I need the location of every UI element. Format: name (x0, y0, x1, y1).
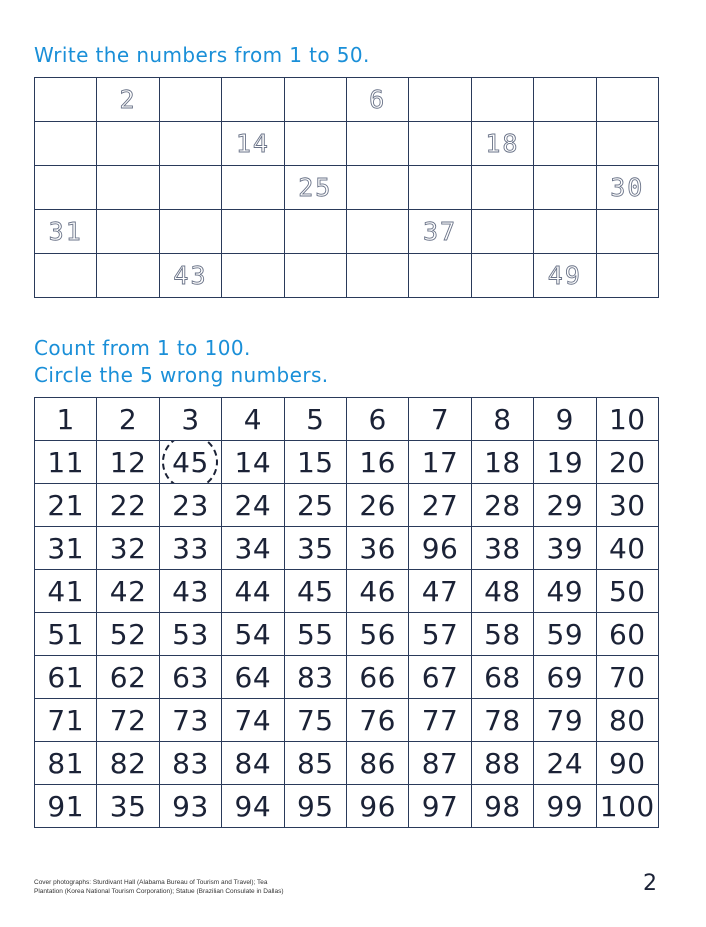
number-cell[interactable]: 47 (409, 570, 471, 613)
trace-number-cell: 18 (471, 122, 533, 166)
blank-write-cell[interactable] (97, 254, 159, 298)
number-cell[interactable]: 6 (346, 398, 408, 441)
number-cell[interactable]: 76 (346, 699, 408, 742)
grid-row (35, 441, 659, 484)
blank-write-cell[interactable] (97, 122, 159, 166)
grid-row (35, 484, 659, 527)
grid-row (35, 656, 659, 699)
number-cell[interactable]: 87 (409, 742, 471, 785)
number-cell[interactable]: 79 (534, 699, 596, 742)
number-cell[interactable]: 32 (97, 527, 159, 570)
number-cell[interactable]: 85 (284, 742, 346, 785)
number-cell[interactable]: 38 (471, 527, 533, 570)
number-cell[interactable]: 44 (222, 570, 284, 613)
number-cell[interactable]: 64 (222, 656, 284, 699)
number-cell[interactable]: 59 (534, 613, 596, 656)
trace-number-cell: 49 (534, 254, 596, 298)
hundred-chart-grid (34, 397, 659, 828)
number-cell[interactable]: 26 (346, 484, 408, 527)
number-cell[interactable]: 86 (346, 742, 408, 785)
section2-instruction-line1: Count from 1 to 100. (34, 336, 251, 360)
photo-credits-line1: Cover photographs: Sturdivant Hall (Alabama Bureau of Tourism and Travel); Tea (34, 879, 268, 886)
number-cell[interactable]: 43 (159, 570, 221, 613)
number-cell[interactable]: 7 (409, 398, 471, 441)
number-cell[interactable]: 2 (97, 398, 159, 441)
number-cell[interactable]: 36 (346, 527, 408, 570)
number-cell[interactable]: 8 (471, 398, 533, 441)
number-cell[interactable]: 75 (284, 699, 346, 742)
number-cell[interactable]: 96 (409, 527, 471, 570)
number-cell[interactable]: 45 (284, 570, 346, 613)
blank-write-cell[interactable] (596, 210, 658, 254)
blank-write-cell[interactable] (596, 78, 658, 122)
grid-row (35, 254, 659, 298)
number-cell[interactable]: 51 (35, 613, 97, 656)
number-cell[interactable]: 9 (534, 398, 596, 441)
section1-instruction: Write the numbers from 1 to 50. (34, 43, 370, 67)
blank-write-cell[interactable] (534, 210, 596, 254)
number-cell[interactable]: 58 (471, 613, 533, 656)
blank-write-cell[interactable] (284, 254, 346, 298)
number-cell[interactable]: 99 (534, 785, 596, 828)
grid-row (35, 122, 659, 166)
number-cell[interactable]: 24 (534, 742, 596, 785)
number-cell[interactable]: 97 (409, 785, 471, 828)
blank-write-cell[interactable] (97, 210, 159, 254)
number-cell[interactable]: 94 (222, 785, 284, 828)
blank-write-cell[interactable] (159, 166, 221, 210)
number-cell[interactable]: 78 (471, 699, 533, 742)
trace-number-cell: 25 (284, 166, 346, 210)
number-cell[interactable]: 29 (534, 484, 596, 527)
blank-write-cell[interactable] (346, 122, 408, 166)
number-cell[interactable]: 53 (159, 613, 221, 656)
circled-number-text: 45 (172, 445, 209, 479)
number-cell[interactable]: 52 (97, 613, 159, 656)
number-cell[interactable]: 27 (409, 484, 471, 527)
blank-write-cell[interactable] (534, 122, 596, 166)
grid-row (35, 785, 659, 828)
trace-number-cell: 2 (97, 78, 159, 122)
trace-number-cell: 14 (222, 122, 284, 166)
number-cell[interactable]: 50 (596, 570, 658, 613)
number-cell[interactable]: 31 (35, 527, 97, 570)
number-cell[interactable]: 23 (159, 484, 221, 527)
number-cell[interactable]: 11 (35, 441, 97, 484)
trace-number-cell: 37 (409, 210, 471, 254)
grid-row (35, 742, 659, 785)
number-cell[interactable]: 88 (471, 742, 533, 785)
grid-row (35, 570, 659, 613)
number-cell[interactable]: 15 (284, 441, 346, 484)
number-cell[interactable]: 80 (596, 699, 658, 742)
grid-row (35, 613, 659, 656)
blank-write-cell[interactable] (159, 78, 221, 122)
number-cell[interactable]: 100 (596, 785, 658, 828)
number-cell[interactable]: 10 (596, 398, 658, 441)
number-cell[interactable]: 67 (409, 656, 471, 699)
number-cell[interactable]: 14 (222, 441, 284, 484)
number-cell[interactable]: 4 (222, 398, 284, 441)
blank-write-cell[interactable] (159, 210, 221, 254)
number-cell[interactable]: 84 (222, 742, 284, 785)
number-cell[interactable]: 63 (159, 656, 221, 699)
number-cell[interactable]: 28 (471, 484, 533, 527)
blank-write-cell[interactable] (346, 254, 408, 298)
blank-write-cell[interactable] (471, 210, 533, 254)
number-cell[interactable]: 56 (346, 613, 408, 656)
number-cell[interactable]: 83 (159, 742, 221, 785)
trace-number-cell: 43 (159, 254, 221, 298)
number-cell[interactable]: 1 (35, 398, 97, 441)
number-cell[interactable]: 55 (284, 613, 346, 656)
number-cell[interactable]: 33 (159, 527, 221, 570)
number-cell[interactable]: 30 (596, 484, 658, 527)
blank-write-cell[interactable] (222, 78, 284, 122)
number-cell[interactable]: 62 (97, 656, 159, 699)
number-cell[interactable]: 19 (534, 441, 596, 484)
grid-row (35, 398, 659, 441)
number-cell[interactable]: 61 (35, 656, 97, 699)
number-cell[interactable]: 18 (471, 441, 533, 484)
number-cell[interactable]: 57 (409, 613, 471, 656)
tracing-grid-1-to-50 (34, 77, 659, 298)
number-cell[interactable]: 95 (284, 785, 346, 828)
blank-write-cell[interactable] (222, 254, 284, 298)
blank-write-cell[interactable] (409, 78, 471, 122)
blank-write-cell[interactable] (409, 166, 471, 210)
number-cell[interactable]: 25 (284, 484, 346, 527)
grid-row (35, 210, 659, 254)
number-cell[interactable]: 70 (596, 656, 658, 699)
number-cell[interactable]: 66 (346, 656, 408, 699)
number-cell[interactable]: 71 (35, 699, 97, 742)
photo-credits (34, 879, 354, 896)
number-cell[interactable]: 68 (471, 656, 533, 699)
number-cell[interactable]: 91 (35, 785, 97, 828)
blank-write-cell[interactable] (534, 166, 596, 210)
blank-write-cell[interactable] (596, 122, 658, 166)
number-cell[interactable] (159, 441, 221, 484)
number-cell[interactable]: 21 (35, 484, 97, 527)
grid-row (35, 699, 659, 742)
blank-write-cell[interactable] (409, 254, 471, 298)
number-cell[interactable]: 35 (284, 527, 346, 570)
number-cell[interactable]: 98 (471, 785, 533, 828)
number-cell[interactable]: 81 (35, 742, 97, 785)
number-cell[interactable]: 42 (97, 570, 159, 613)
number-cell[interactable]: 39 (534, 527, 596, 570)
grid-row (35, 527, 659, 570)
blank-write-cell[interactable] (284, 78, 346, 122)
blank-write-cell[interactable] (35, 122, 97, 166)
number-cell[interactable]: 69 (534, 656, 596, 699)
number-cell[interactable]: 96 (346, 785, 408, 828)
number-cell[interactable]: 16 (346, 441, 408, 484)
blank-write-cell[interactable] (471, 166, 533, 210)
trace-number-cell: 30 (596, 166, 658, 210)
number-cell[interactable]: 74 (222, 699, 284, 742)
number-cell[interactable]: 40 (596, 527, 658, 570)
number-cell[interactable]: 54 (222, 613, 284, 656)
blank-write-cell[interactable] (471, 78, 533, 122)
number-cell[interactable]: 82 (97, 742, 159, 785)
number-cell[interactable]: 20 (596, 441, 658, 484)
number-cell[interactable]: 17 (409, 441, 471, 484)
page-number: 2 (643, 871, 657, 896)
number-cell[interactable]: 12 (97, 441, 159, 484)
section2-instruction-line2: Circle the 5 wrong numbers. (34, 363, 329, 387)
blank-write-cell[interactable] (35, 78, 97, 122)
number-cell[interactable]: 72 (97, 699, 159, 742)
number-cell[interactable]: 24 (222, 484, 284, 527)
number-cell[interactable]: 34 (222, 527, 284, 570)
number-cell[interactable]: 41 (35, 570, 97, 613)
number-cell[interactable]: 60 (596, 613, 658, 656)
blank-write-cell[interactable] (346, 166, 408, 210)
number-cell[interactable]: 35 (97, 785, 159, 828)
blank-write-cell[interactable] (596, 254, 658, 298)
number-cell[interactable]: 46 (346, 570, 408, 613)
number-cell[interactable]: 90 (596, 742, 658, 785)
circled-number (172, 446, 209, 479)
number-cell[interactable]: 83 (284, 656, 346, 699)
number-cell[interactable]: 77 (409, 699, 471, 742)
number-cell[interactable]: 5 (284, 398, 346, 441)
blank-write-cell[interactable] (97, 166, 159, 210)
trace-number-cell: 6 (346, 78, 408, 122)
blank-write-cell[interactable] (534, 78, 596, 122)
number-cell[interactable]: 22 (97, 484, 159, 527)
number-cell[interactable]: 3 (159, 398, 221, 441)
blank-write-cell[interactable] (346, 210, 408, 254)
blank-write-cell[interactable] (222, 166, 284, 210)
photo-credits-line2: Plantation (Korea National Tourism Corporation); Statue (Brazilian Consulate in Dallas) (34, 887, 284, 895)
number-cell[interactable]: 73 (159, 699, 221, 742)
trace-number-cell: 31 (35, 210, 97, 254)
number-cell[interactable]: 48 (471, 570, 533, 613)
blank-write-cell[interactable] (284, 122, 346, 166)
blank-write-cell[interactable] (35, 166, 97, 210)
blank-write-cell[interactable] (471, 254, 533, 298)
grid-row (35, 78, 659, 122)
blank-write-cell[interactable] (35, 254, 97, 298)
blank-write-cell[interactable] (222, 210, 284, 254)
grid-row (35, 166, 659, 210)
blank-write-cell[interactable] (159, 122, 221, 166)
number-cell[interactable]: 93 (159, 785, 221, 828)
blank-write-cell[interactable] (409, 122, 471, 166)
number-cell[interactable]: 49 (534, 570, 596, 613)
blank-write-cell[interactable] (284, 210, 346, 254)
